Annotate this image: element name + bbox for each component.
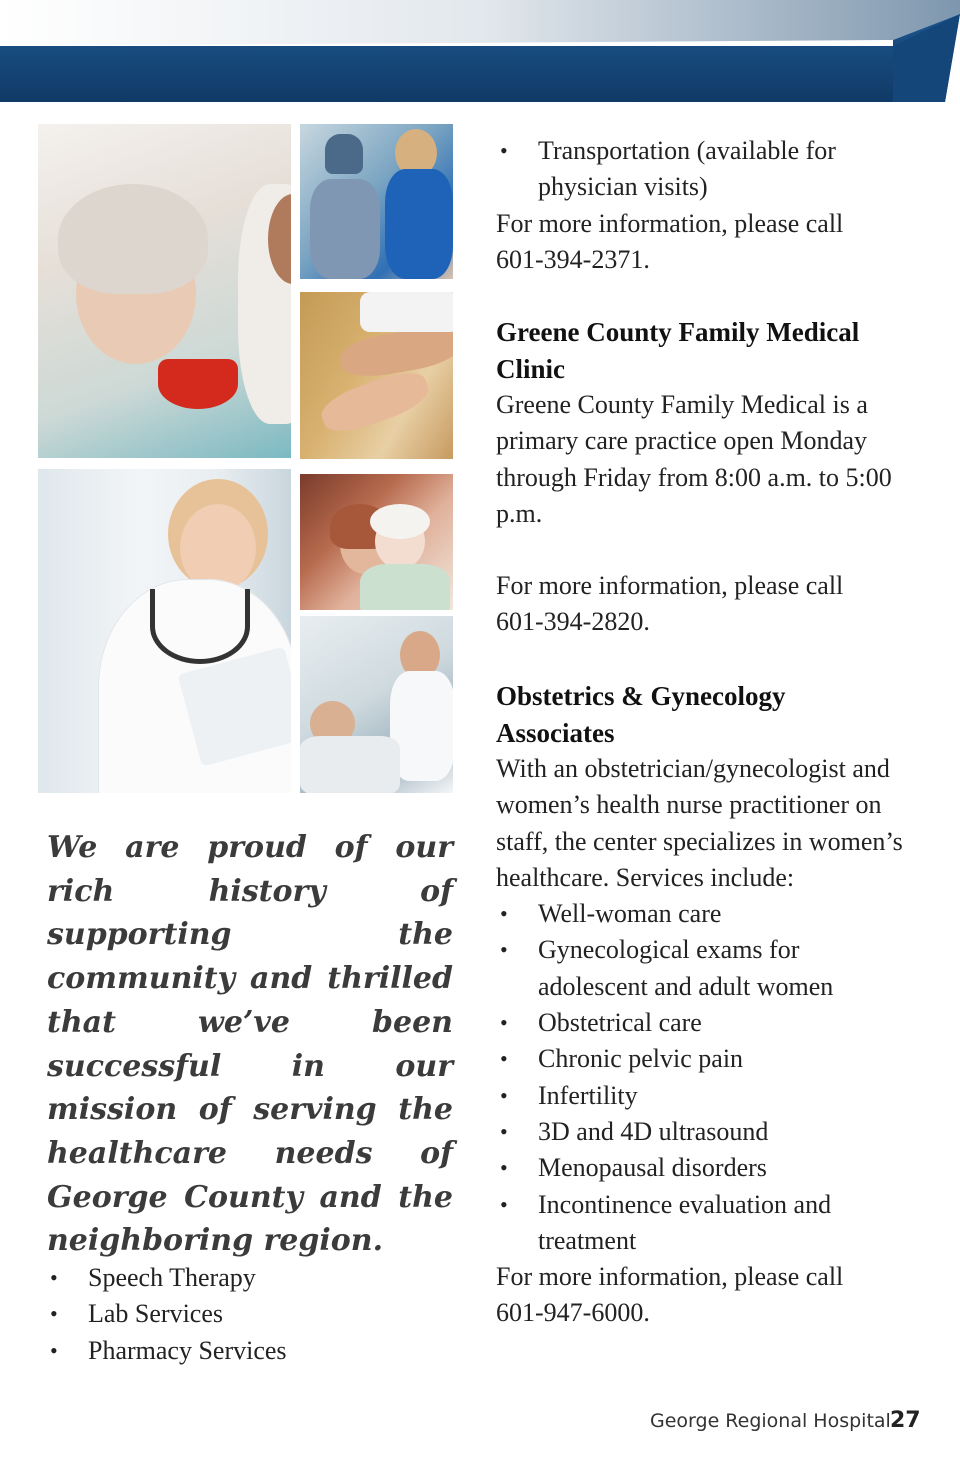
- photo-holding-hands: [300, 292, 453, 459]
- greene-heading: Greene County Family Medical Clinic: [496, 317, 860, 384]
- list-item: • Pharmacy Services: [50, 1335, 287, 1365]
- list-item: • Menopausal disorders: [500, 1153, 767, 1183]
- list-item: • Chronic pelvic pain: [500, 1044, 744, 1074]
- transport-info: For more information, please call 601-394-2371.: [496, 208, 844, 274]
- greene-info: For more information, please call 601-394-2820.: [496, 571, 844, 637]
- list-item: • Speech Therapy: [50, 1263, 256, 1292]
- photo-nurses-newborn: [300, 124, 453, 279]
- pull-quote: We are proud of our rich history of supporting the community and thrilled that we’ve been successful in our mission of serving the healthcare needs of George County and the neighboring region.: [47, 830, 453, 1259]
- header-banner: [0, 0, 960, 104]
- obgyn-section: [496, 678, 926, 1332]
- transport-list: [496, 133, 856, 206]
- list-item: • 3D and 4D ultrasound: [500, 1116, 769, 1146]
- obgyn-services: [496, 896, 856, 1259]
- list-item: • Gynecological exams for adolescent and adult women: [500, 935, 834, 1001]
- photo-patient-feeding: [38, 124, 291, 458]
- obgyn-info: For more information, please call 601-947-6000.: [496, 1262, 844, 1328]
- photo-smiling-doctor: [38, 469, 291, 793]
- list-item: • Incontinence evaluation and treatment: [500, 1189, 832, 1255]
- list-item: • Infertility: [500, 1080, 638, 1110]
- photo-doctor-child: [300, 616, 453, 793]
- services-list: [46, 1260, 446, 1369]
- greene-section: [496, 314, 926, 641]
- transport-section: [496, 133, 926, 278]
- page-number: 27: [890, 1408, 921, 1433]
- greene-body: Greene County Family Medical is a primary care practice open Monday through Friday from 8:00 a.m. to 5:00 p.m.: [496, 390, 892, 528]
- list-item: • Obstetrical care: [500, 1008, 702, 1038]
- list-item: • Well-woman care: [500, 899, 722, 929]
- obgyn-body: With an obstetrician/gynecologist and women’s health nurse practitioner on staff, the center specializes in women’s healthcare. Services include:: [496, 754, 903, 892]
- footer-hospital-name: George Regional Hospital: [650, 1410, 891, 1432]
- list-item: • Lab Services: [50, 1299, 224, 1329]
- list-item: • Transportation (available for physician visits): [500, 136, 836, 202]
- obgyn-heading: Obstetrics & Gynecology Associates: [496, 681, 786, 748]
- photo-visiting-elder: [300, 474, 453, 610]
